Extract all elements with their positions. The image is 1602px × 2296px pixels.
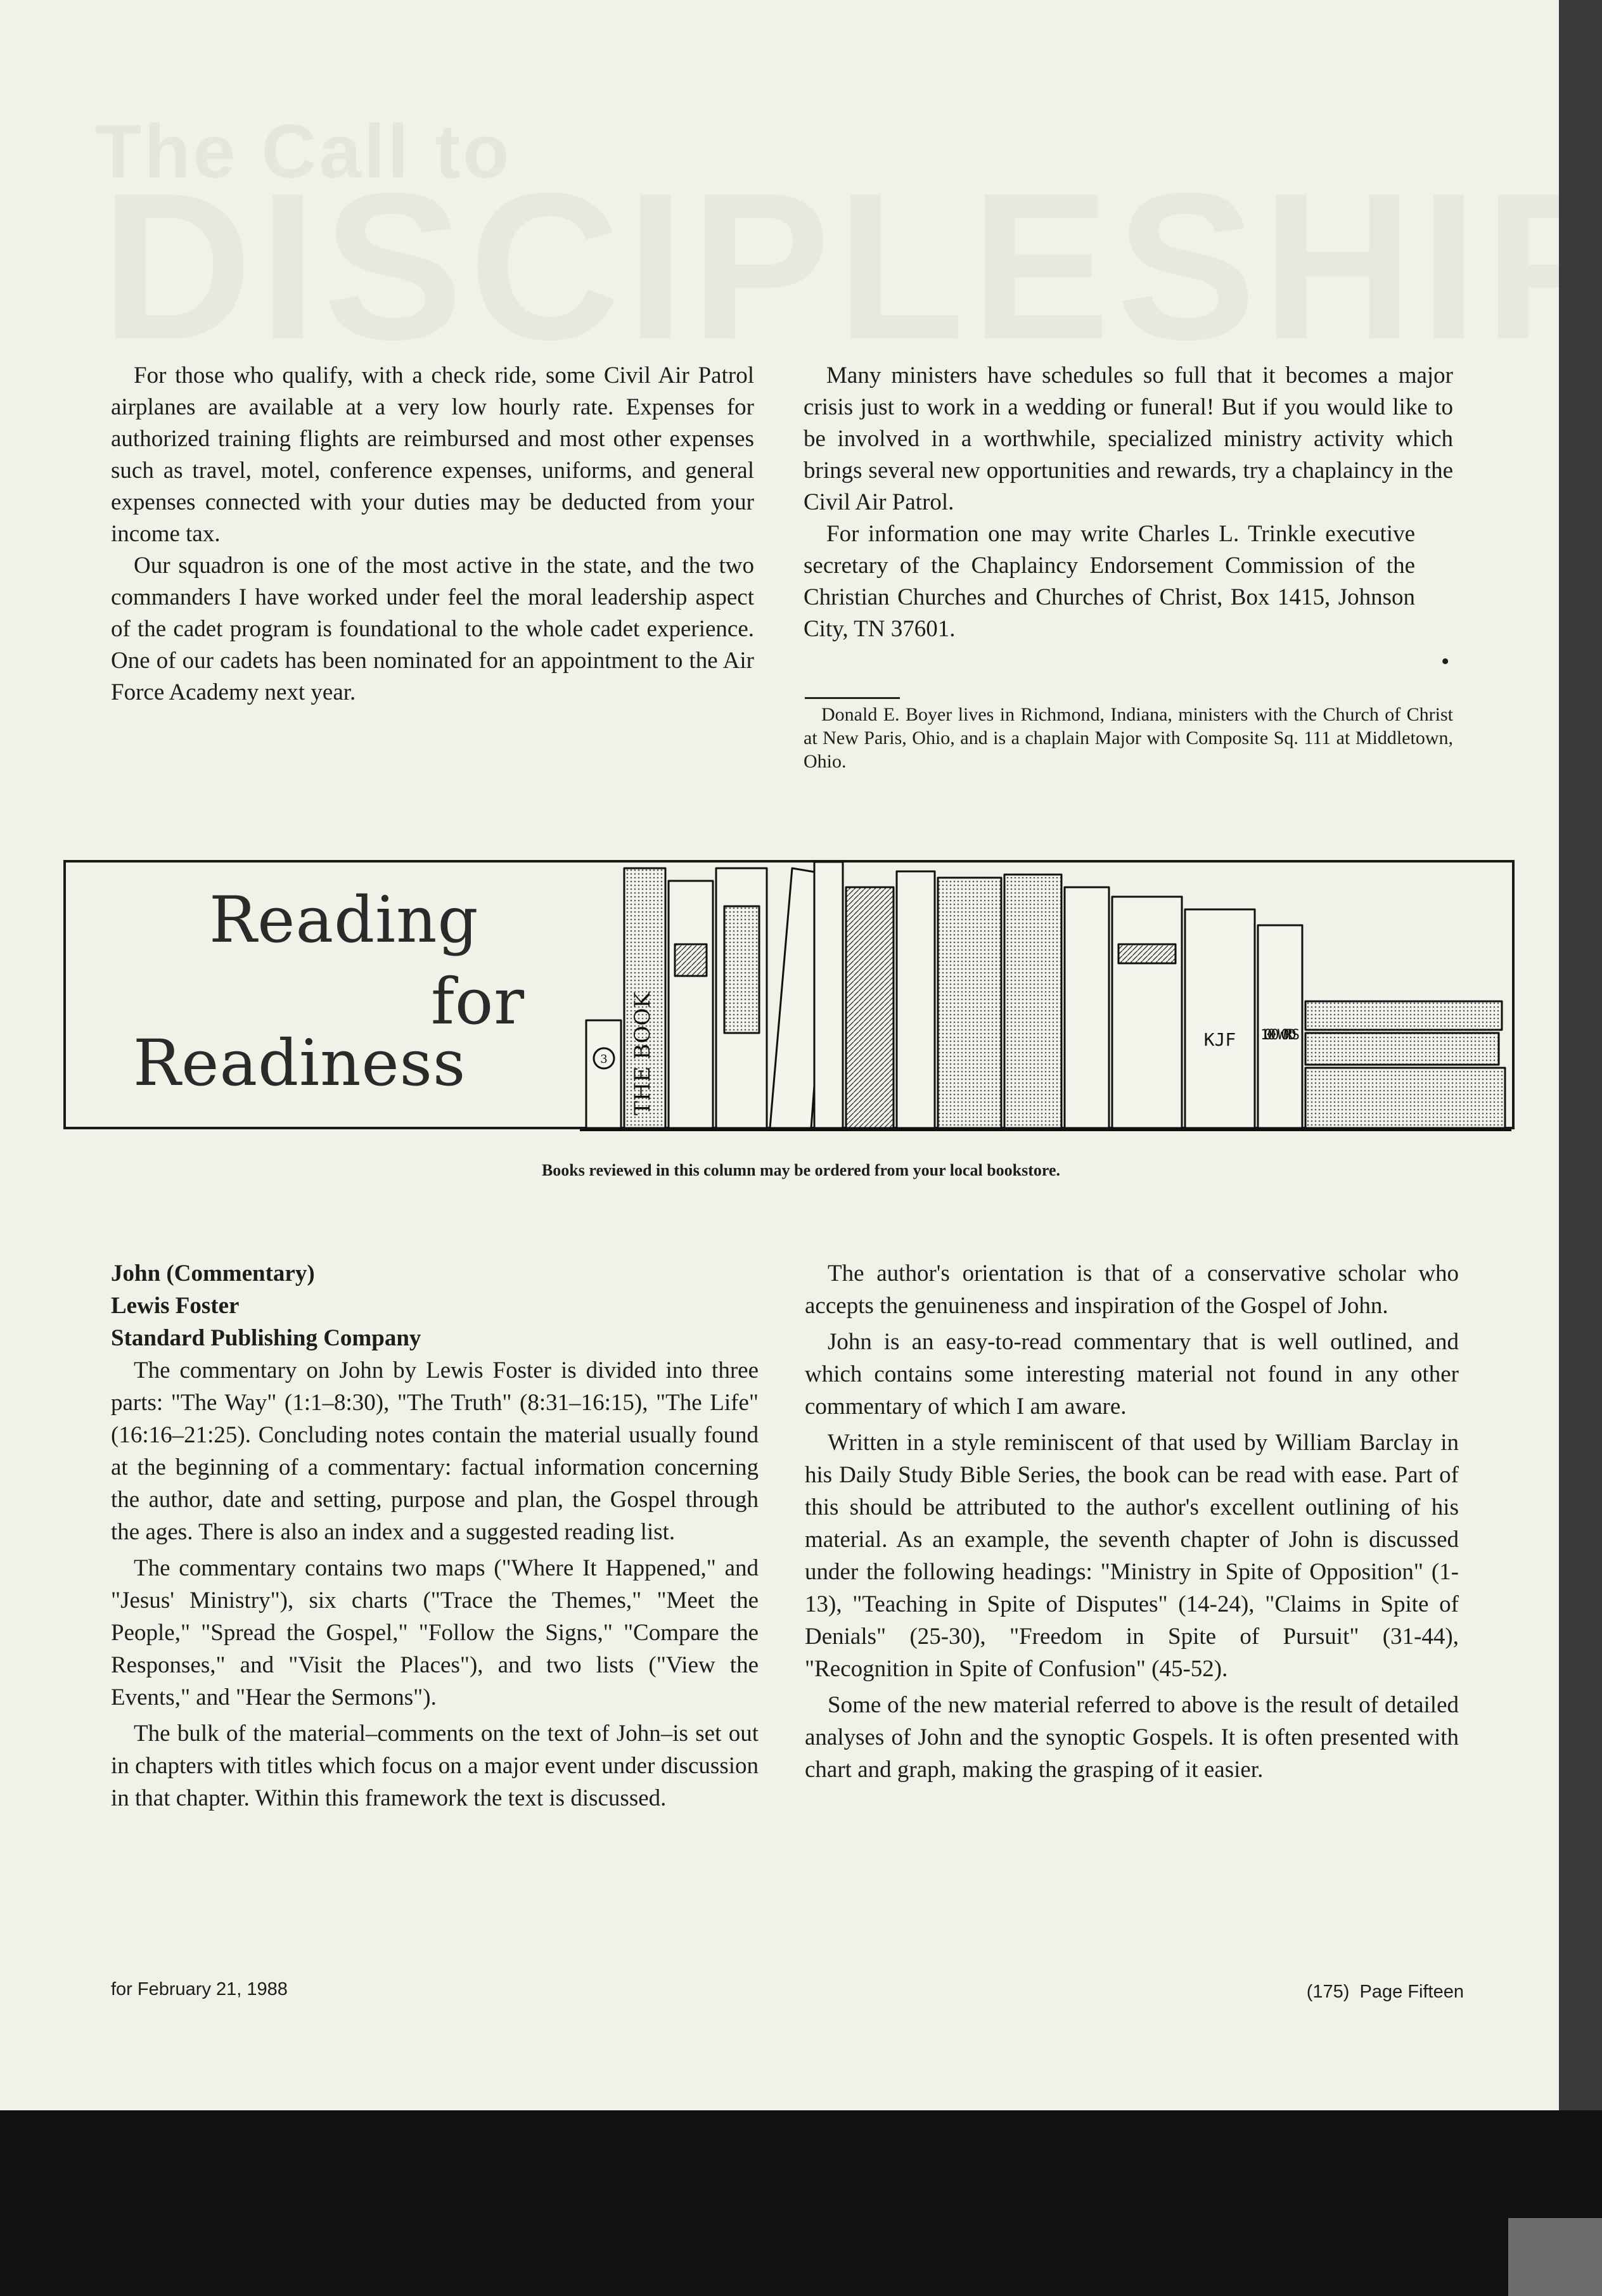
book-spine bbox=[846, 887, 894, 1128]
book-label: KJF bbox=[1203, 1029, 1236, 1050]
book-spine bbox=[586, 1020, 621, 1128]
review-paragraph: The commentary contains two maps ("Where It Happened," and "Jesus' Ministry"), six charts ("Trace the Themes," "Meet the People," "Spread the Gospel," "Follow the Signs," "Compare the Responses," and "Visit the Places"), and two lists ("View the Events," and "Hear the Sermons"). bbox=[111, 1555, 759, 1710]
column-caption: Books reviewed in this column may be ordered from your local bookstore. bbox=[541, 1161, 1061, 1179]
book-label: 1000 WORDS bbox=[1260, 1027, 1300, 1043]
book-spine bbox=[814, 862, 843, 1128]
footer-page-number: (175) Page Fifteen bbox=[1306, 1982, 1464, 2002]
article-paragraph: Our squadron is one of the most active in the state, and the two commanders I have worked under feel the moral leadership aspect of the cadet program is foundational to the whole cadet experience. One of our cadets has been nominated for an appointment to the Air Force Academy next year. bbox=[111, 553, 754, 705]
stacked-book bbox=[1305, 1068, 1505, 1128]
author-bio bbox=[804, 697, 1453, 773]
column-title-line1: Reading bbox=[209, 883, 479, 957]
article-paragraph: For those who qualify, with a check ride, some Civil Air Patrol airplanes are available at a very low hourly rate. Expenses for authorized training flights are reimbursed and most other expenses such as travel, motel, conference expenses, uniforms, and general expenses connected with your duties may be deducted from your income tax. bbox=[111, 362, 754, 547]
review-book-author: Lewis Foster bbox=[111, 1293, 240, 1319]
review-paragraph: John is an easy-to-read commentary that is well outlined, and which contains some interesting material not found in any other commentary of which I am aware. bbox=[805, 1329, 1459, 1420]
bookshelf-illustration bbox=[580, 849, 1530, 1147]
review-paragraph: Written in a style reminiscent of that used by William Barclay in his Daily Study Bible Series, the book can be read with ease. Part of this should be attributed to the author's excellent outlining of his material. As an example, the seventh chapter of John is discussed under the following headings: "Ministry in Spite of Opposition" (1-13), "Teaching in Spite of Disputes" (14-24), "Claims in Spite of Denials" (25-30), "Freedom in Spite of Pursuit" (31-44), "Recognition in Spite of Confusion" (45-52). bbox=[805, 1430, 1459, 1682]
review-paragraph: The commentary on John by Lewis Foster is divided into three parts: "The Way" (1:1–8:30), "The Truth" (8:31–16:15), "The Life" (16:16–21:25). Concluding notes contain the material usually found at the beginning of a commentary: factual information concerning the author, date and setting, purpose and plan, the Gospel through the ages. There is also an index and a suggested reading list. bbox=[111, 1357, 759, 1545]
review-book-title: John (Commentary) bbox=[111, 1260, 315, 1286]
article-right-column bbox=[804, 360, 1453, 645]
article-paragraph: For information one may write Charles L. Trinkle executive secretary of the Chaplaincy Endorsement Commission of the Christian Churches and Churches of Christ, Box 1415, Johnson City, TN 37601. bbox=[804, 521, 1415, 642]
book-label: 3 bbox=[600, 1053, 608, 1066]
book-label: THE BOOK bbox=[630, 992, 655, 1115]
column-title-line3: Readiness bbox=[133, 1026, 466, 1100]
book-panel bbox=[675, 944, 707, 976]
bleed-through-heading-small: The Call to bbox=[95, 109, 512, 194]
review-paragraph: The bulk of the material–comments on the text of John–is set out in chapters with titles which focus on a major event under discussion in that chapter. Within this framework the text is discussed. bbox=[111, 1721, 759, 1811]
bio-divider bbox=[805, 697, 900, 699]
book-spine bbox=[897, 871, 935, 1128]
author-bio-text: Donald E. Boyer lives in Richmond, Indiana, ministers with the Church of Christ at New Paris, Ohio, and is a chaplain Major with Composite Sq. 111 at Middletown, Ohio. bbox=[804, 704, 1453, 772]
bleed-through-heading-large bbox=[101, 162, 1602, 371]
book-spine bbox=[1185, 909, 1255, 1128]
scan-background bbox=[0, 2110, 1602, 2296]
article-paragraph: Many ministers have schedules so full that it becomes a major crisis just to work in a wedding or funeral! But if you would like to be involved in a worthwhile, specialized ministry activity which brings several new opportunities and rewards, try a chaplaincy in the Civil Air Patrol. bbox=[804, 362, 1453, 515]
column-title-line2: for bbox=[431, 965, 525, 1039]
article-left-column bbox=[111, 360, 754, 709]
book-spine bbox=[1004, 875, 1061, 1128]
book-panel bbox=[1118, 944, 1176, 963]
stacked-book bbox=[1305, 1033, 1499, 1065]
book-spine bbox=[669, 881, 713, 1128]
book-spine bbox=[938, 878, 1001, 1128]
book-panel bbox=[724, 906, 759, 1033]
book-spine bbox=[1258, 925, 1302, 1128]
end-of-article-mark: • bbox=[1441, 648, 1450, 675]
review-book-publisher: Standard Publishing Company bbox=[111, 1325, 421, 1351]
review-paragraph: The author's orientation is that of a conservative scholar who accepts the genuineness and inspiration of the Gospel of John. bbox=[805, 1260, 1459, 1319]
book-spine bbox=[1065, 887, 1109, 1128]
scan-edge bbox=[1508, 2218, 1602, 2296]
review-left-column bbox=[111, 1257, 759, 1814]
review-paragraph: Some of the new material referred to above is the result of detailed analyses of John and the synoptic Gospels. It is often presented with chart and graph, making the grasping of it easier. bbox=[805, 1692, 1459, 1783]
stacked-book bbox=[1305, 1001, 1502, 1030]
review-right-column bbox=[805, 1257, 1459, 1786]
book-spine bbox=[1112, 897, 1182, 1128]
footer-issue-date: for February 21, 1988 bbox=[111, 1979, 288, 1999]
